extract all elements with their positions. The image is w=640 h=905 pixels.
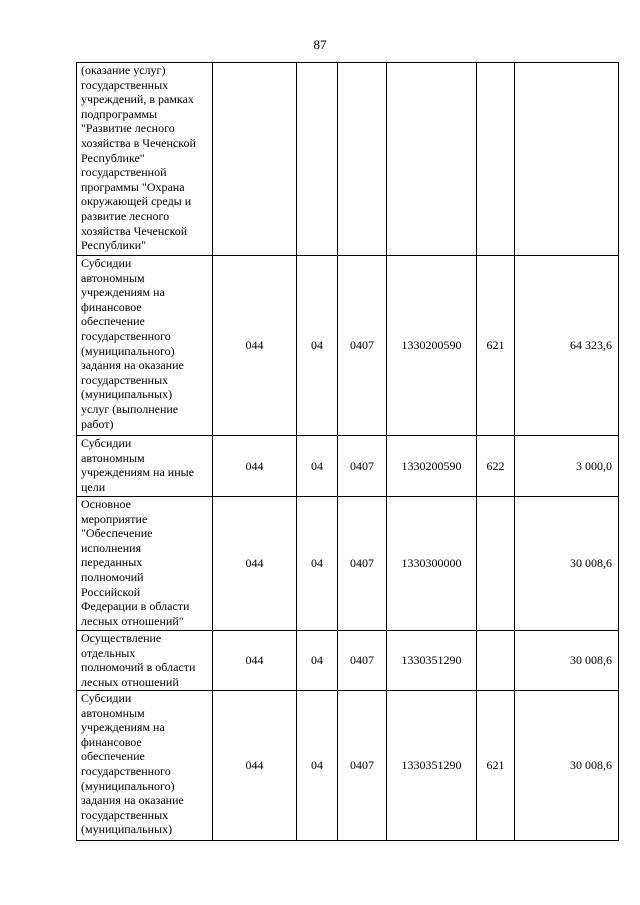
row-name: Основное мероприятие "Обеспечение исполнения переданных полномочий Российской Федерации в области лесных отношений" <box>77 497 213 631</box>
ministry-code <box>213 63 297 256</box>
target-article-code: 1330351290 <box>387 691 477 841</box>
expense-type-code: 622 <box>477 436 515 497</box>
row-name: Субсидии автономным учреждениям на иные цели <box>77 436 213 497</box>
expense-type-code <box>477 631 515 691</box>
amount-cell: 30 008,6 <box>515 497 619 631</box>
section-code <box>297 63 338 256</box>
table-row <box>77 691 619 841</box>
subsection-code <box>338 63 387 256</box>
subsection-code: 0407 <box>338 256 387 436</box>
ministry-code: 044 <box>213 436 297 497</box>
expense-type-code <box>477 497 515 631</box>
section-code: 04 <box>297 691 338 841</box>
amount-cell: 64 323,6 <box>515 256 619 436</box>
expense-type-code <box>477 63 515 256</box>
section-code: 04 <box>297 631 338 691</box>
budget-table <box>76 62 619 841</box>
subsection-code: 0407 <box>338 436 387 497</box>
table-row <box>77 63 619 256</box>
table-row <box>77 436 619 497</box>
ministry-code: 044 <box>213 631 297 691</box>
target-article-code: 1330200590 <box>387 256 477 436</box>
expense-type-code: 621 <box>477 691 515 841</box>
amount-cell: 30 008,6 <box>515 691 619 841</box>
subsection-code: 0407 <box>338 497 387 631</box>
amount-cell <box>515 63 619 256</box>
amount-cell: 3 000,0 <box>515 436 619 497</box>
row-name: (оказание услуг) государственных учреждений, в рамках подпрограммы "Развитие лесного хозяйства в Чеченской Республике" государственной программы "Охрана окружающей среды и развитие лесного хозяйства Чеченской Республики" <box>77 63 213 256</box>
row-name: Осуществление отдельных полномочий в области лесных отношений <box>77 631 213 691</box>
table-row <box>77 256 619 436</box>
target-article-code: 1330300000 <box>387 497 477 631</box>
section-code: 04 <box>297 497 338 631</box>
expense-type-code: 621 <box>477 256 515 436</box>
table-row <box>77 631 619 691</box>
table-row <box>77 497 619 631</box>
row-name: Субсидии автономным учреждениям на финансовое обеспечение государственного (муниципального) задания на оказание государственных (муниципальных) <box>77 691 213 841</box>
row-name: Субсидии автономным учреждениям на финансовое обеспечение государственного (муниципального) задания на оказание государственных (муниципальных) услуг (выполнение работ) <box>77 256 213 436</box>
ministry-code: 044 <box>213 256 297 436</box>
subsection-code: 0407 <box>338 631 387 691</box>
subsection-code: 0407 <box>338 691 387 841</box>
section-code: 04 <box>297 256 338 436</box>
amount-cell: 30 008,6 <box>515 631 619 691</box>
target-article-code: 1330200590 <box>387 436 477 497</box>
page-number: 87 <box>313 37 327 52</box>
ministry-code: 044 <box>213 497 297 631</box>
target-article-code <box>387 63 477 256</box>
section-code: 04 <box>297 436 338 497</box>
ministry-code: 044 <box>213 691 297 841</box>
target-article-code: 1330351290 <box>387 631 477 691</box>
